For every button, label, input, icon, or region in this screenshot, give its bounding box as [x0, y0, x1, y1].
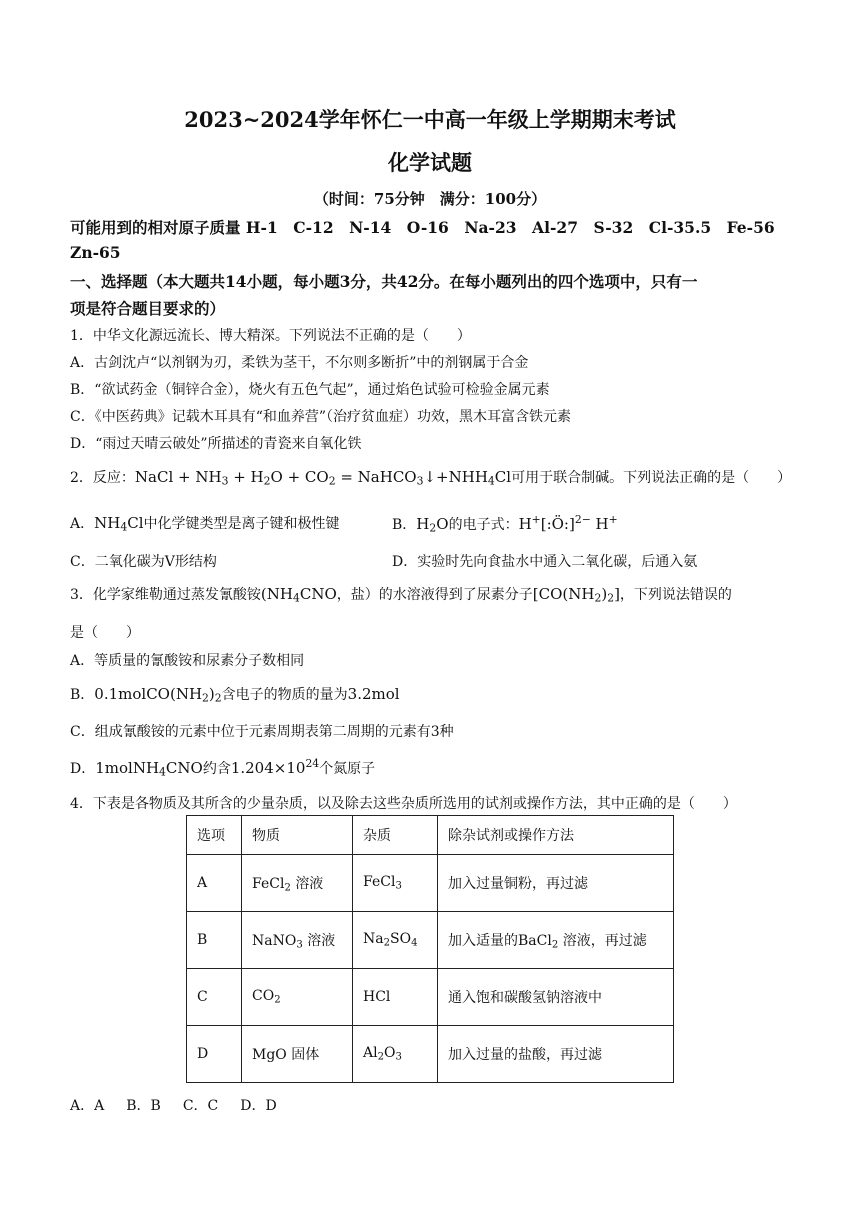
q2-stem: [70, 467, 790, 488]
q1-option-d: D．“雨过天晴云破处”所描述的青瓷来自氧化铁: [70, 436, 362, 452]
exam-title: 2023~2024学年怀仁一中高一年级上学期期末考试: [184, 107, 676, 132]
table-cell-method: 加入过量的盐酸，再过滤: [438, 1026, 674, 1083]
table-row: [187, 912, 674, 969]
atomic-masses-line2: Zn-65: [70, 243, 121, 262]
q2-reaction-equation: NaCl + $NH_3 + H_2O + CO_2$ = $NaHCO_3↓+NHH_4Cl$: [134, 468, 512, 488]
table-cell-impurity: $Al_2O_3$: [353, 1026, 438, 1083]
q3-urea-formula: $[CO(NH_2)_2]$: [532, 585, 620, 605]
substance-suffix: 固体: [291, 1047, 320, 1063]
substance-suffix: 溶液: [295, 875, 324, 892]
table-cell-method: 加入适量的BaCl$_2$ 溶液，再过滤: [438, 912, 674, 969]
q1-option-a: A．古剑沈卢“以剂钢为刃，柔铁为茎干，不尔则多断折”中的剂钢属于合金: [70, 355, 529, 371]
q2-option-c: C．二氧化碳为V形结构: [70, 554, 217, 570]
table-cell-substance: MgO 固体: [242, 1026, 353, 1083]
q2-a-label: A．: [70, 516, 95, 532]
table-row: [187, 855, 674, 912]
q3-b-label: B．: [70, 687, 95, 703]
table-row: [187, 969, 674, 1026]
table-cell-impurity: $Na_2SO_4$: [353, 912, 438, 969]
q3-stem-part2: 的水溶液得到了尿素分子: [378, 587, 533, 603]
section-heading-line1: 一、选择题（本大题共14小题，每小题3分，共42分。在每小题列出的四个选项中，只有一: [70, 272, 698, 291]
q4-answer-d: D．D: [240, 1098, 277, 1114]
q2-b-text: 的电子式：: [448, 516, 519, 533]
table-cell-impurity: FeCl$_3$: [353, 855, 438, 912]
table-cell-substance: NaNO$_3$ 溶液: [242, 912, 353, 969]
q2-b-label: B．: [392, 516, 417, 533]
q3-option-a: A．等质量的氰酸铵和尿素分子数相同: [70, 653, 305, 669]
table-cell-substance: $CO_2$: [242, 969, 353, 1026]
q2-a-text: 中化学键类型是离子键和极性键: [143, 516, 340, 532]
q3-stem-continued: 是（ ）: [70, 625, 140, 641]
q3-b-value: 3.2mol: [347, 685, 400, 703]
q4-table: [186, 815, 674, 1083]
section-heading-line2: 项是符合题目要求的）: [70, 299, 226, 318]
table-row: [187, 1026, 674, 1083]
q1-option-b: B．“欲试药金（铜锌合金），烧火有五色气起”，通过焰色试验可检验金属元素: [70, 382, 550, 398]
atomic-masses-line1: 可能用到的相对原子质量 H-1 C-12 N-14 O-16 Na-23 Al-27 S-32 Cl-35.5 Fe-56: [70, 218, 775, 237]
table-cell-option: B: [187, 912, 242, 969]
table-cell-option: A: [187, 855, 242, 912]
q3-option-d: [70, 757, 790, 779]
q2-b-formula: $H_2O$: [416, 514, 449, 535]
q2-b-electron-formula: H+[:Ö:]$^{2-}$ H+: [518, 513, 618, 533]
q4-answer-a: A．A: [70, 1098, 105, 1114]
q2-stem-suffix: 可用于联合制碱。下列说法正确的是（ ）: [511, 470, 792, 486]
q3-d-suffix: 个氮原子: [319, 760, 376, 777]
q3-b-formula: $0.1molCO(NH_2)_2$: [94, 685, 222, 705]
table-cell-substance: FeCl$_2$ 溶液: [242, 855, 353, 912]
q3-stem: [70, 584, 790, 605]
q3-b-text: 含电子的物质的量为: [221, 687, 348, 703]
q3-ammonium-cyanate: ($NH_4CNO$: [260, 585, 337, 605]
q4-answer-c: C．C: [182, 1098, 219, 1114]
q4-answer-b: B．B: [126, 1098, 161, 1114]
exam-time-info: （时间：75分钟 满分：100分）: [313, 190, 547, 208]
table-cell-method: 加入过量铜粉，再过滤: [438, 855, 674, 912]
q2-option-b: [392, 513, 792, 535]
q1-option-c: C．《中医药典》记载木耳具有“和血养营”（治疗贫血症）功效，黑木耳富含铁元素: [70, 409, 572, 425]
exam-subject: 化学试题: [388, 150, 472, 175]
q1-stem: 1．中华文化源远流长、博大精深。下列说法不正确的是（ ）: [70, 328, 471, 344]
q3-d-text: 约含: [202, 760, 231, 777]
q3-stem-part3: ，下列说法错误的: [619, 587, 732, 603]
q3-d-formula: 1molNH$_4$CNO: [95, 758, 203, 779]
table-cell-method: 通入饱和碳酸氢钠溶液中: [438, 969, 674, 1026]
table-header-row: [187, 816, 674, 855]
q3-salt-note: ，盐）: [336, 587, 379, 603]
q4-answer-options: [70, 1095, 790, 1115]
table-header-cell: 物质: [242, 816, 353, 855]
q3-option-b: [70, 684, 790, 705]
method-suffix: 溶液，再过滤: [562, 932, 647, 949]
method-prefix: 加入适量的: [448, 932, 518, 949]
q3-option-c: C．组成氰酸铵的元素中位于元素周期表第二周期的元素有3种: [70, 724, 454, 740]
q3-stem-part1: 3．化学家维勒通过蒸发氰酸铵: [70, 587, 261, 603]
table-header-cell: 除杂试剂或操作方法: [438, 816, 674, 855]
table-cell-option: C: [187, 969, 242, 1026]
table-header-cell: 杂质: [353, 816, 438, 855]
q3-d-label: D．: [70, 760, 96, 777]
table-cell-option: D: [187, 1026, 242, 1083]
substance-suffix: 溶液: [307, 932, 336, 949]
table-header-cell: 选项: [187, 816, 242, 855]
table-cell-impurity: HCl: [353, 969, 438, 1026]
q4-stem: 4．下表是各物质及其所含的少量杂质，以及除去这些杂质所选用的试剂或操作方法，其中正确的是（ ）: [70, 796, 737, 812]
q2-option-d: D．实验时先向食盐水中通入二氧化碳，后通入氨: [392, 554, 698, 570]
q2-a-formula: $NH_4Cl$: [94, 514, 144, 534]
q3-d-number: $1.204\times 10^{24}$: [230, 757, 320, 777]
q2-stem-prefix: 2．反应：: [70, 470, 135, 486]
